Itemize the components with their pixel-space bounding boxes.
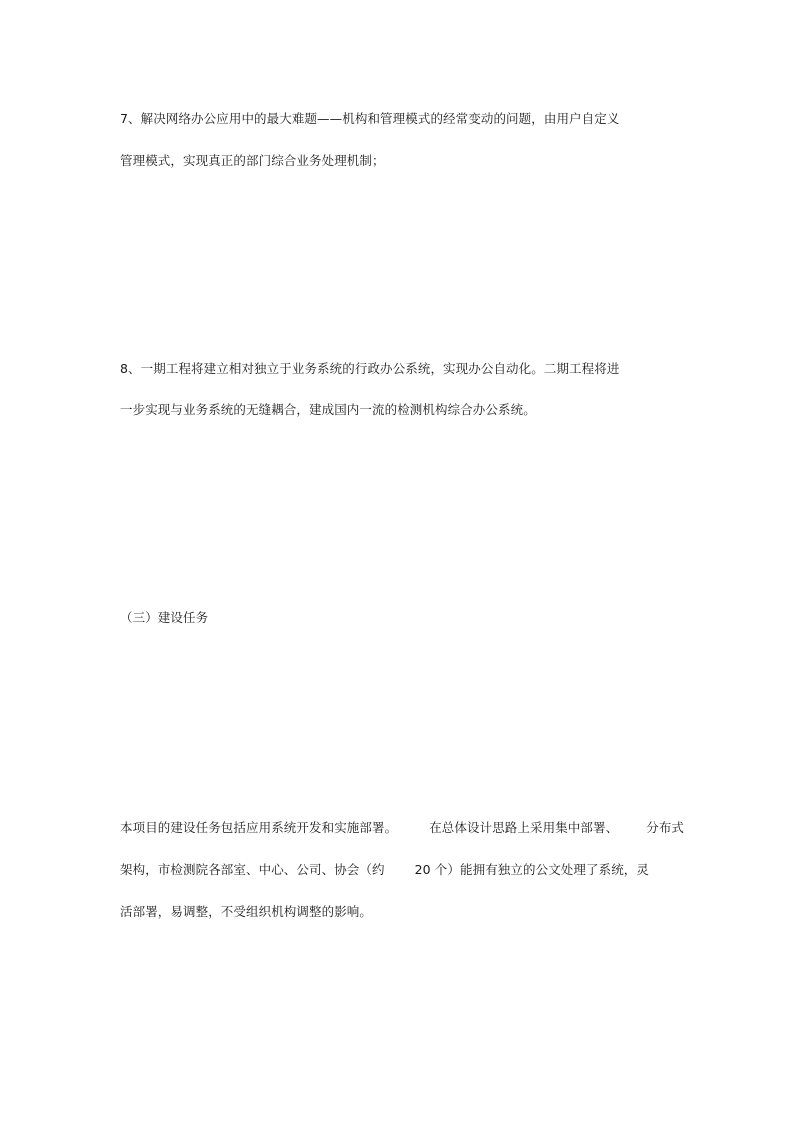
- paragraph-7-line-2: 管理模式，实现真正的部门综合业务处理机制；: [120, 153, 385, 168]
- task-line-1-part-a: 本项目的建设任务包括应用系统开发和实施部署。: [120, 820, 398, 835]
- paragraph-7-line-1: 7、解决网络办公应用中的最大难题——机构和管理模式的经常变动的问题，由用户自定义: [120, 111, 620, 126]
- task-line-2: [120, 862, 649, 878]
- task-line-1: [120, 820, 684, 836]
- task-line-3: 活部署，易调整，不受组织机构调整的影响。: [120, 904, 373, 919]
- task-line-2-part-a: 架构，市检测院各部室、中心、公司、协会（约: [120, 862, 385, 877]
- task-line-1-part-c: 分布式: [646, 820, 685, 835]
- task-line-2-part-b: 20 个）能拥有独立的公文处理了系统，灵: [414, 862, 649, 877]
- task-line-1-part-b: 在总体设计思路上采用集中部署、: [429, 820, 619, 835]
- paragraph-8-line-1: 8、一期工程将建立相对独立于业务系统的行政办公系统，实现办公自动化。二期工程将进: [120, 361, 620, 376]
- section-heading: （三）建设任务: [120, 610, 209, 625]
- paragraph-8-line-2: 一步实现与业务系统的无缝耦合，建成国内一流的检测机构综合办公系统。: [120, 402, 536, 417]
